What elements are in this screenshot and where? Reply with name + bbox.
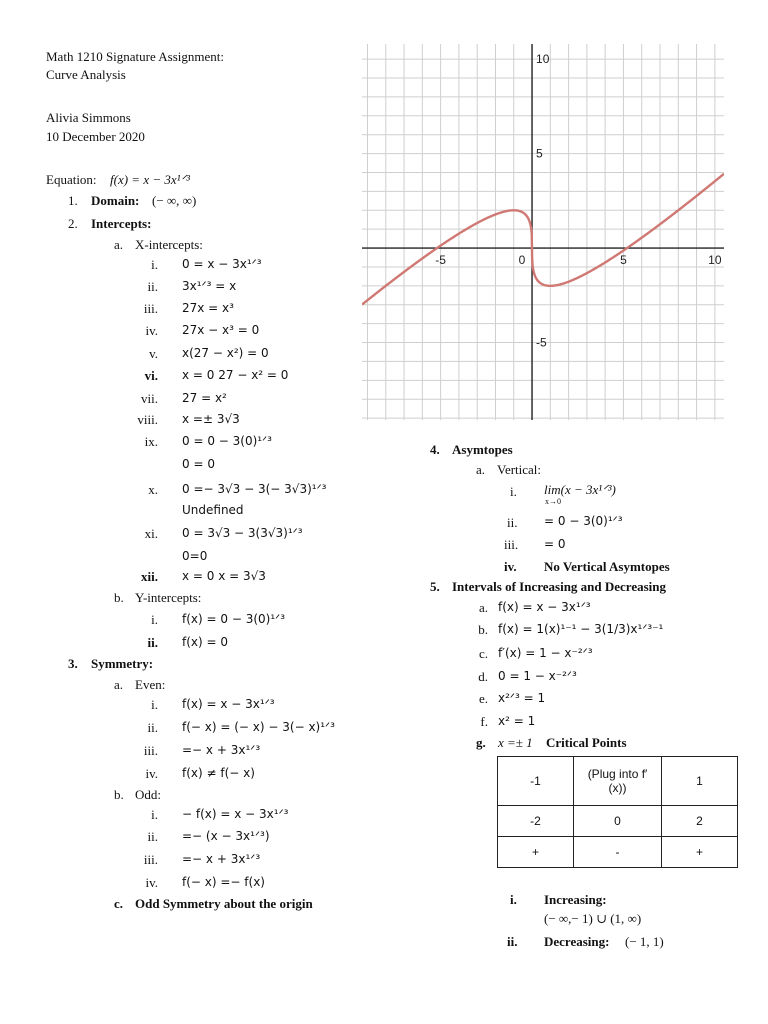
- vertical-letter: a.: [476, 462, 486, 477]
- step-number: i.: [151, 807, 158, 822]
- x-intercepts-title: X-intercepts:: [135, 237, 203, 252]
- step-number: vi.: [144, 368, 158, 383]
- step-expression: 27x = x³: [182, 301, 234, 315]
- author-name: Alivia Simmons: [46, 110, 131, 125]
- asym-conclusion: No Vertical Asymtopes: [544, 559, 670, 574]
- y-intercepts-letter: b.: [114, 590, 124, 605]
- step-expression: 0 = 0 − 3(0)¹ᐟ³: [182, 434, 272, 448]
- step-expression: =− x + 3x¹ᐟ³: [182, 743, 261, 757]
- step-number: iii.: [143, 743, 158, 758]
- table-cell: (Plug into f′(x)): [574, 757, 662, 806]
- domain-label: Domain:: [91, 193, 140, 208]
- step-expression: x² = 1: [498, 714, 536, 728]
- step-number: e.: [478, 691, 488, 706]
- y-tick-label: 10: [536, 52, 550, 67]
- step-number: iv.: [145, 766, 158, 781]
- asymptotes-label: Asymtopes: [452, 442, 513, 457]
- function-graph: [362, 44, 724, 420]
- asym-step-iii-expr: = 0: [544, 537, 566, 551]
- step-expression: 0 = 3√3 − 3(3√3)¹ᐟ³: [182, 526, 303, 540]
- assignment-title: Math 1210 Signature Assignment:: [46, 49, 225, 64]
- table-cell: +: [662, 837, 738, 868]
- step-number: xii.: [141, 569, 158, 584]
- decreasing-value: (− 1, 1): [625, 934, 664, 949]
- x-tick-label: 10: [708, 253, 722, 268]
- even-title: Even:: [135, 677, 166, 692]
- increasing-label: Increasing:: [544, 892, 607, 907]
- asymptotes-number: 4.: [430, 442, 440, 457]
- symmetry-conclusion: Odd Symmetry about the origin: [135, 896, 313, 911]
- step-number: i.: [151, 697, 158, 712]
- even-letter: a.: [114, 677, 124, 692]
- step-expression: f(x) = 0 − 3(0)¹ᐟ³: [182, 612, 286, 626]
- step-expression: x = 0 x = 3√3: [182, 569, 266, 583]
- step-expression: 27x − x³ = 0: [182, 323, 260, 337]
- step-expression: 0 = x − 3x¹ᐟ³: [182, 257, 262, 271]
- odd-letter: b.: [114, 787, 124, 802]
- critical-letter: g.: [476, 735, 486, 750]
- intercepts-label: Intercepts:: [91, 216, 152, 231]
- step-number: x.: [148, 482, 158, 497]
- step-number: viii.: [137, 412, 158, 427]
- step-number: f.: [480, 714, 488, 729]
- step-expression: x²ᐟ³ = 1: [498, 691, 546, 705]
- step-expression: x =± 3√3: [182, 412, 240, 426]
- step-expression: f(x) ≠ f(− x): [182, 766, 255, 780]
- step-number: ii.: [147, 279, 158, 294]
- intercepts-number: 2.: [68, 216, 78, 231]
- step-number: d.: [478, 669, 488, 684]
- table-cell: 2: [662, 806, 738, 837]
- x-intercepts-letter: a.: [114, 237, 124, 252]
- step-number: ix.: [144, 434, 158, 449]
- asym-step-ii-num: ii.: [507, 515, 518, 530]
- asym-step-iv-num: iv.: [504, 559, 517, 574]
- y-tick-label: 5: [536, 146, 543, 161]
- step-number: i.: [151, 257, 158, 272]
- assignment-subtitle: Curve Analysis: [46, 67, 126, 82]
- step-expression: 0=0: [182, 549, 208, 563]
- step-number: i.: [151, 612, 158, 627]
- step-number: ii.: [147, 635, 158, 650]
- equation-label: Equation:: [46, 172, 97, 187]
- step-number: v.: [149, 346, 158, 361]
- equation-expression: f(x) = x − 3x¹ᐟ³: [110, 172, 190, 187]
- step-number: xi.: [144, 526, 158, 541]
- table-cell: +: [498, 837, 574, 868]
- asym-step-i-expr: lim(x − 3x¹ᐟ³): [544, 482, 616, 497]
- step-expression: f(x) = x − 3x¹ᐟ³: [498, 600, 591, 614]
- symmetry-conclusion-letter: c.: [114, 896, 124, 911]
- asym-step-iii-num: iii.: [504, 537, 519, 552]
- table-cell: 1: [662, 757, 738, 806]
- decreasing-num: ii.: [507, 934, 518, 949]
- step-number: b.: [478, 622, 488, 637]
- step-expression: Undefined: [182, 503, 244, 517]
- table-cell: -1: [498, 757, 574, 806]
- step-number: iv.: [145, 323, 158, 338]
- decreasing-label: Decreasing:: [544, 934, 610, 949]
- step-expression: 0 = 0: [182, 457, 215, 471]
- domain-number: 1.: [68, 193, 78, 208]
- asym-step-i-sub: x→0: [545, 497, 561, 506]
- table-cell: -: [574, 837, 662, 868]
- odd-title: Odd:: [135, 787, 161, 802]
- step-expression: − f(x) = x − 3x¹ᐟ³: [182, 807, 289, 821]
- x-tick-label: 0: [518, 253, 526, 268]
- domain-value: (− ∞, ∞): [152, 193, 197, 208]
- intervals-label: Intervals of Increasing and Decreasing: [452, 579, 667, 594]
- step-number: c.: [478, 646, 488, 661]
- step-expression: x = 0 27 − x² = 0: [182, 368, 289, 382]
- step-expression: f(x) = 0: [182, 635, 229, 649]
- step-expression: f(x) = 1(x)¹⁻¹ − 3(1/3)x¹ᐟ³⁻¹: [498, 622, 664, 636]
- step-expression: f(− x) =− f(x): [182, 875, 265, 889]
- step-number: iii.: [143, 852, 158, 867]
- assignment-date: 10 December 2020: [46, 129, 145, 144]
- critical-label: Critical Points: [546, 735, 627, 750]
- intervals-number: 5.: [430, 579, 440, 594]
- step-number: ii.: [147, 829, 158, 844]
- step-expression: f(− x) = (− x) − 3(− x)¹ᐟ³: [182, 720, 335, 734]
- step-number: vii.: [141, 391, 158, 406]
- step-expression: x(27 − x²) = 0: [182, 346, 269, 360]
- symmetry-label: Symmetry:: [91, 656, 154, 671]
- step-expression: 3x¹ᐟ³ = x: [182, 279, 237, 293]
- step-expression: =− (x − 3x¹ᐟ³): [182, 829, 270, 843]
- increasing-value: (− ∞,− 1) ∪ (1, ∞): [544, 911, 642, 926]
- x-tick-label: 5: [620, 253, 627, 268]
- x-tick-label: -5: [435, 253, 446, 268]
- step-expression: 0 =− 3√3 − 3(− 3√3)¹ᐟ³: [182, 482, 327, 496]
- step-number: ii.: [147, 720, 158, 735]
- critical-expr: x =± 1: [498, 735, 533, 750]
- y-tick-label: -5: [536, 335, 547, 350]
- table-cell: 0: [574, 806, 662, 837]
- step-number: a.: [478, 600, 488, 615]
- step-expression: 27 = x²: [182, 391, 227, 405]
- vertical-title: Vertical:: [497, 462, 542, 477]
- table-cell: -2: [498, 806, 574, 837]
- sign-chart-table: [497, 756, 738, 868]
- step-expression: f(x) = x − 3x¹ᐟ³: [182, 697, 275, 711]
- step-expression: 0 = 1 − x⁻²ᐟ³: [498, 669, 577, 683]
- asym-step-i-num: i.: [510, 484, 517, 499]
- step-expression: =− x + 3x¹ᐟ³: [182, 852, 261, 866]
- function-curve: [362, 174, 724, 305]
- step-expression: f′(x) = 1 − x⁻²ᐟ³: [498, 646, 593, 660]
- step-number: iv.: [145, 875, 158, 890]
- increasing-num: i.: [510, 892, 517, 907]
- step-number: iii.: [143, 301, 158, 316]
- asym-step-ii-expr: = 0 − 3(0)¹ᐟ³: [544, 514, 623, 528]
- symmetry-number: 3.: [68, 656, 78, 671]
- y-intercepts-title: Y-intercepts:: [135, 590, 202, 605]
